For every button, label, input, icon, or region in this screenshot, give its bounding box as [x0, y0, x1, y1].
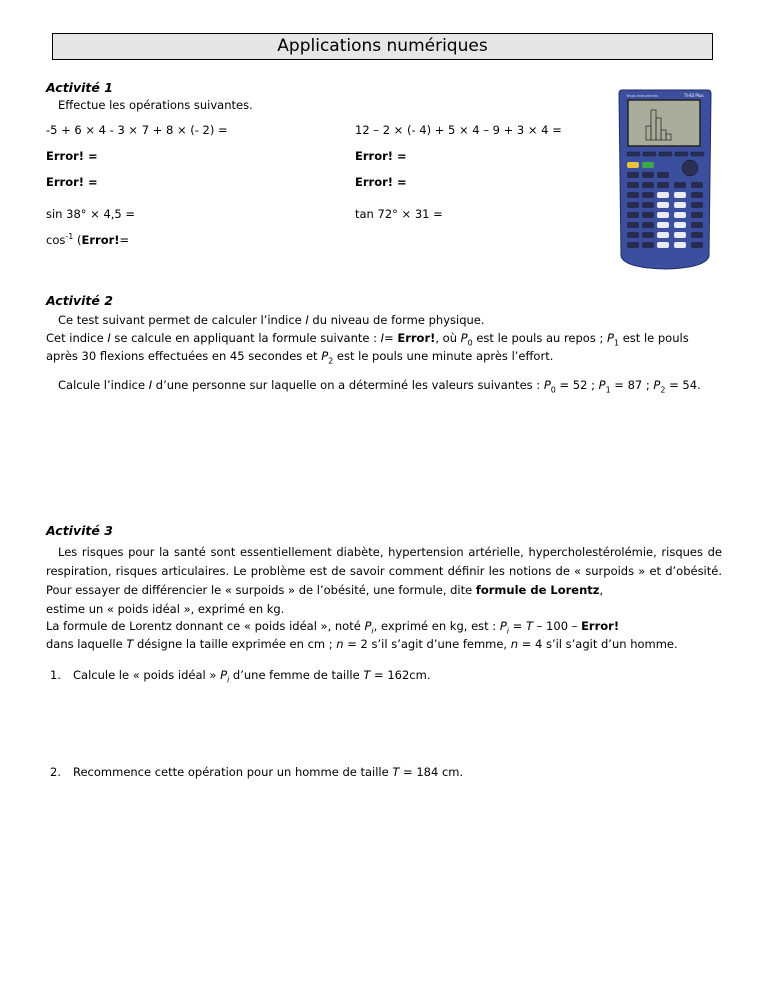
expr-right-2: Error! =	[355, 149, 407, 163]
activity-1-heading: Activité 1	[46, 80, 113, 95]
activity-3-definition-line: dans laquelle T désigne la taille exprimée en cm ; n = 2 s’il s’agit d’une femme, n = 4 s’il s’agit d’un homme.	[46, 637, 678, 651]
activity-2-line-1: Ce test suivant permet de calculer l’indice I du niveau de forme physique.	[58, 313, 485, 327]
page-title: Applications numériques	[52, 33, 713, 60]
activity-2-heading: Activité 2	[46, 293, 113, 308]
expr-right-1: 12 – 2 × (- 4) + 5 × 4 – 9 + 3 × 4 =	[355, 123, 562, 137]
expr-left-3: Error! =	[46, 175, 98, 189]
question-2-text: Recommence cette opération pour un homme de taille T = 184 cm.	[73, 765, 464, 779]
activity-3-paragraph: Les risques pour la santé sont essentiellement diabète, hypertension artérielle, hypercholestérolémie, risques de respiration, risques articulaires. Le problème est de savoir comment définir les notions de « surpoids » et d’obésité. Pour essayer de différencier le « surpoids » de l’obésité, une formule, dite formule de Lorentz, estime un « poids idéal », exprimé en kg.	[46, 545, 722, 616]
calculator-image	[618, 88, 712, 270]
calculator-brand: Texas Instruments	[626, 94, 658, 98]
activity-2-line-4: Calcule l’indice I d’une personne sur laquelle on a déterminé les valeurs suivantes : $P_0 = 52$ ; $P_1 = 87$ ; $P_2 = 54$.	[58, 378, 701, 395]
activity-3-formula-line: La formule de Lorentz donnant ce « poids idéal », noté $P_i$, exprimé en kg, est : $P_i = T - 100$ – Error!	[46, 619, 620, 636]
expr-left-5: $\cos^{-1}$ (Error!=	[46, 232, 130, 247]
expr-left-2: Error! =	[46, 149, 98, 163]
activity-1-intro: Effectue les opérations suivantes.	[58, 98, 253, 112]
activity-2-line-2: Cet indice I se calcule en appliquant la formule suivante : I= Error!, où $P_0$ est le pouls au repos ; $P_1$ est le pouls	[46, 331, 689, 348]
expr-left-4: sin 38° × 4,5 =	[46, 207, 136, 221]
question-1-number: 1.	[50, 668, 61, 682]
activity-3-heading: Activité 3	[46, 523, 113, 538]
question-2-number: 2.	[50, 765, 61, 779]
calculator-model: TI-83 Plus	[684, 93, 704, 98]
expr-right-3: Error! =	[355, 175, 407, 189]
activity-2-line-3: après 30 flexions effectuées en 45 secondes et $P_2$ est le pouls une minute après l’effort.	[46, 349, 554, 366]
question-1-text: Calcule le « poids idéal » $P_i$ d’une femme de taille T = 162cm.	[73, 668, 431, 685]
expr-right-4: tan 72° × 31 =	[355, 207, 443, 221]
expr-left-1: -5 + 6 × 4 - 3 × 7 + 8 × (- 2) =	[46, 123, 228, 137]
